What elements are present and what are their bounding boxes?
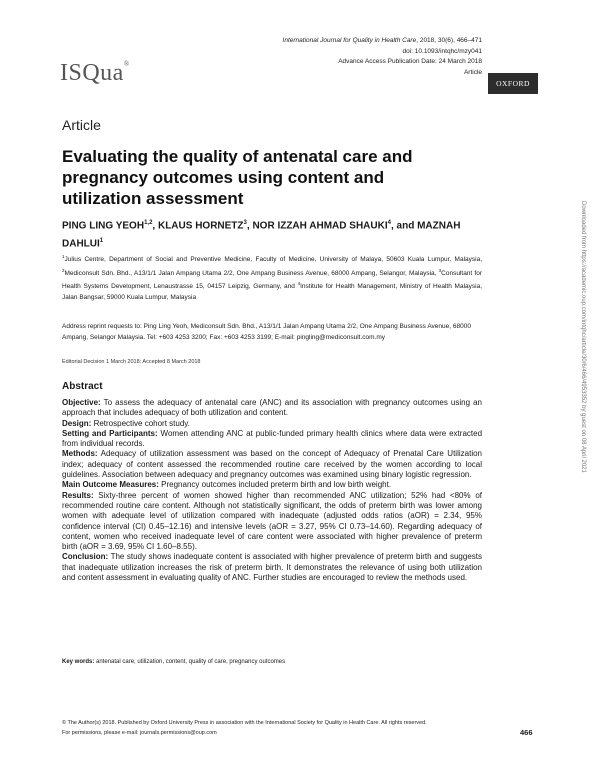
oxford-logo	[488, 73, 538, 94]
abstract-section-text: Adequacy of utilization assessment was based on the concept of Adequacy of Prenatal Care Utilization index; adequacy of content assessed the recommended routine care received by the women according to local guidelines. Association between adequacy and pregnancy outcomes was examined using binary logistic regression.	[62, 449, 482, 480]
journal-citation: , 2018, 30(6), 466–471	[416, 37, 482, 44]
abstract-section	[62, 419, 482, 429]
abstract-section-text: Women attending ANC at public-funded primary health clinics where data were extracted from individual records.	[62, 428, 483, 449]
abstract-section	[62, 429, 482, 450]
author-name: PING LING YEOH	[62, 220, 145, 232]
abstract-section-label: Conclusion:	[62, 552, 109, 562]
abstract-section-text: The study shows inadequate content is associated with higher prevalence of preterm birth and suggests that inadequate utilization increases the risk of preterm birth. It demonstrates the relevance of using both utilization and content assessment in evaluating quality of ANC. Further studies are encouraged to review the methods used.	[62, 552, 482, 583]
affiliation-text: Institute for Health Management, Ministry of Health Malaysia, Jalan Bangsar, 59000 Kuala Lumpur, Malaysia	[62, 283, 482, 301]
footer	[62, 718, 482, 738]
journal-info	[283, 36, 482, 78]
reprint-address: Address reprint requests to: Ping Ling Yeoh, Mediconsult Sdn. Bhd., A13/1/1 Jalan Ampang Utama 2/2, One Ampang Business Avenue, 68000 Ampang, Selangor Malaysia. Tel: +603 4253 3200; Fax: +603 4253 3199; E-mail: pingling@mediconsult.com.my	[62, 323, 471, 341]
doi[interactable]: doi: 10.1093/intqhc/mzy041	[402, 47, 482, 55]
author-affiliation[interactable]: 1,2	[144, 220, 153, 226]
author-separator: ,	[390, 220, 397, 232]
keywords-text: antenatal care, utilization, content, quality of care, pregnancy outcomes	[94, 659, 286, 665]
author-separator: ,	[246, 220, 253, 232]
abstract-section-text: Pregnancy outcomes included preterm birth and low birth weight.	[158, 480, 392, 490]
advance-access-date: Advance Access Publication Date: 24 March 2018	[338, 58, 482, 65]
publisher-name: OXFORD	[496, 79, 530, 88]
article-title: Evaluating the quality of antenatal care and pregnancy outcomes using content and utilization assessment	[62, 147, 413, 208]
author-name: KLAUS HORNETZ	[157, 220, 244, 232]
author-affiliation[interactable]: 1	[99, 237, 104, 244]
affiliation-number: 1	[62, 254, 65, 259]
affiliations	[62, 252, 482, 303]
affiliation-number: 2	[62, 267, 65, 273]
editorial-dates: Editorial Decision 1 March 2018; Accepted 8 March 2018	[62, 359, 201, 365]
abstract-section-label: Methods:	[62, 449, 98, 459]
abstract-section	[62, 449, 482, 480]
download-watermark	[576, 201, 588, 521]
affiliation-text: Mediconsult Sdn. Bhd., A13/1/1 Jalan Ampang Utama 2/2, One Ampang Business Avenue, 68000 Ampang, Selangor, Malaysia,	[64, 269, 439, 277]
abstract-section-label: Objective:	[62, 398, 101, 407]
affiliation-text: Julius Centre, Department of Social and Preventive Medicine, Faculty of Medicine, University of Malaya, 50603 Kuala Lumpur, Malaysia,	[64, 256, 482, 264]
abstract-section	[62, 480, 482, 490]
abstract-section	[62, 552, 482, 583]
abstract-section	[62, 398, 482, 419]
affiliation-text: Consultant for Health Systems Development, Lenaustrasse 15, 04157 Leipzig, Germany, and	[62, 269, 482, 291]
permissions-notice[interactable]: For permissions, please e-mail: journals.permissions@oup.com	[62, 730, 217, 736]
keywords-label: Key words:	[62, 659, 95, 665]
download-note: Downloaded from https://academic.oup.com/intqhc/article/30/6/466/4953352 by guest on 08 April 2021	[580, 201, 586, 473]
abstract-section-label: Setting and Participants:	[62, 428, 158, 438]
abstract-body	[62, 398, 482, 583]
logo-registered-mark: ®	[123, 60, 130, 68]
affiliation-number: 3	[438, 267, 442, 273]
abstract-section-text: Retrospective cohort study.	[91, 418, 190, 428]
copyright-notice: © The Author(s) 2018. Published by Oxford University Press in association with the International Society for Quality in Health Care. All rights reserved.	[62, 720, 427, 726]
abstract-section-text: Sixty-three percent of women showed higher than recommended ANC utilization; 52% had <80% of recommended routine care content. Although not statistically significant, the odds of preterm birth was lower among women with adequate level of utilization compared with inadequate (adjusted odds ratios (aOR) = 2.34, 95% confidence interval (CI) 0.45–12.16) and intensive levels (aOR = 3.27, 95% CI 0.73–14.60). Regarding adequacy of content, women who received inadequate level of care content were associated with higher prevalence of preterm birth (aOR = 3.69, 95% CI 1.60–8.55).	[62, 490, 482, 552]
isqua-logo	[60, 60, 130, 87]
section-label: Article	[62, 117, 101, 133]
logo-text: ISQua	[60, 60, 124, 86]
author-list	[62, 216, 482, 252]
page-number: 466	[520, 728, 533, 737]
keywords	[62, 659, 482, 665]
abstract-section-text: To assess the adequacy of antenatal care (ANC) and its association with pregnancy outcomes using an approach that includes adequacy of both utilization and content.	[62, 398, 482, 418]
author-separator: ,	[152, 220, 158, 232]
author-name: NOR IZZAH AHMAD SHAUKI	[252, 220, 388, 232]
author-affiliation[interactable]: 4	[387, 220, 391, 226]
author-affiliation[interactable]: 3	[243, 220, 247, 226]
journal-name[interactable]: International Journal for Quality in Health Care	[282, 37, 417, 44]
abstract-section	[62, 491, 482, 553]
article-type: Article	[463, 68, 482, 76]
abstract-section-label: Main Outcome Measures:	[62, 480, 159, 490]
affiliation-number: 4	[297, 281, 301, 287]
abstract-heading: Abstract	[62, 381, 103, 392]
author-name: and MAZNAH DAHLUI	[62, 220, 461, 250]
abstract-section-label: Design:	[62, 418, 92, 428]
abstract-section-label: Results:	[62, 490, 94, 500]
